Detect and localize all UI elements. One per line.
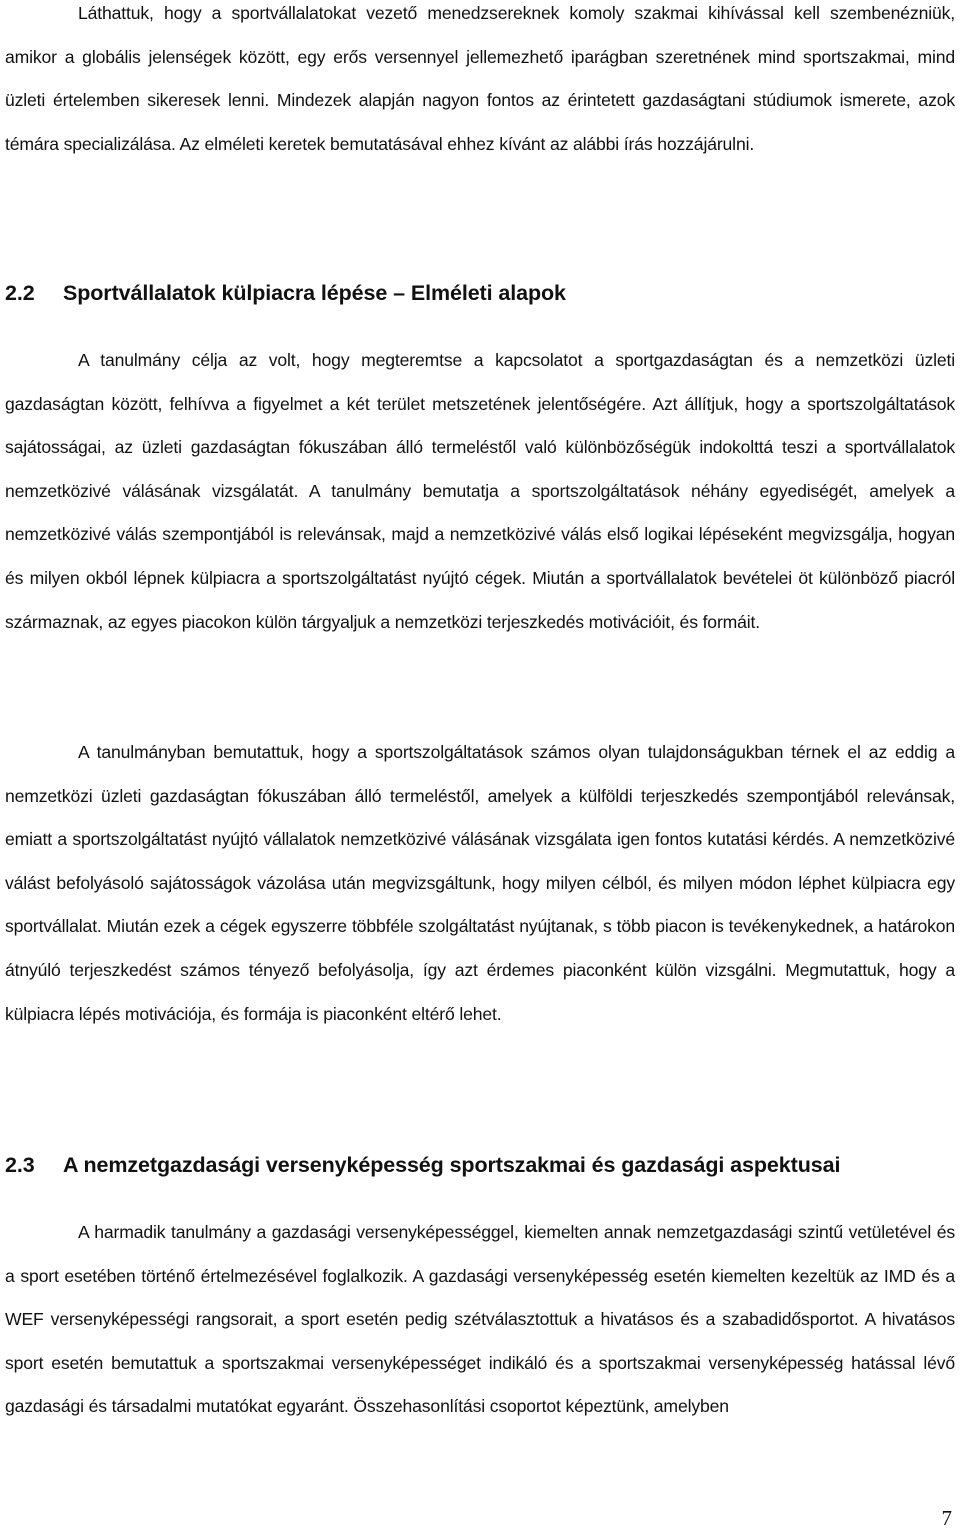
section-heading-2-2: [5, 278, 955, 308]
section-heading-2-3: [5, 1150, 955, 1180]
paragraph-study-aim: A tanulmány célja az volt, hogy megteremtse a kapcsolatot a sportgazdaságtan és a nemzetközi üzleti gazdaságtan között, felhívva a figyelmet a két terület metszetének jelentőségére. Azt állítjuk, hogy a sportszolgáltatások sajátosságai, az üzleti gazdaságtan fókuszában álló termeléstől való különbözőségük indokolttá teszi a sportvállalatok nemzetközivé válásának vizsgálatát. A tanulmány bemutatja a sportszolgáltatások néhány egyediségét, amelyek a nemzetközivé válás szempontjából is relevánsak, majd a nemzetközivé válás első logikai lépéseként megvizsgálja, hogyan és milyen okból lépnek külpiacra a sportszolgáltatást nyújtó cégek. Miután a sportvállalatok bevételei öt különböző piacról származnak, az egyes piacokon külön tárgyaljuk a nemzetközi terjeszkedés motivációit, és formáit.: [5, 350, 955, 632]
paragraph-competitiveness: A harmadik tanulmány a gazdasági versenyképességgel, kiemelten annak nemzetgazdasági szintű vetületével és a sport esetében történő értelmezésével foglalkozik. A gazdasági versenyképesség esetén kiemelten kezeltük az IMD és a WEF versenyképességi rangsorait, a sport esetén pedig szétválasztottuk a hivatásos és a szabadidősportot. A hivatásos sport esetén bemutattuk a sportszakmai versenyképességet indikáló és a sportszakmai versenyképesség hatással lévő gazdasági és társadalmi mutatókat egyaránt. Összehasonlítási csoportot képeztünk, amelyben: [5, 1222, 955, 1417]
paragraph-intro-conclusion: Láthattuk, hogy a sportvállalatokat vezető menedzsereknek komoly szakmai kihívással kell szembenézniük, amikor a globális jelenségek között, egy erős versennyel jellemezhető iparágban szeretnének mind sportszakmai, mind üzleti értelemben sikeresek lenni. Mindezek alapján nagyon fontos az érintetett gazdaságtani stúdiumok ismerete, azok témára specializálása. Az elméleti keretek bemutatásával ehhez kívánt az alábbi írás hozzájárulni.: [5, 3, 955, 154]
page-number: 7: [941, 1506, 952, 1530]
section-number: 2.3: [5, 1153, 35, 1177]
section-title: A nemzetgazdasági versenyképesség sportszakmai és gazdasági aspektusai: [63, 1153, 841, 1177]
paragraph-study-findings: A tanulmányban bemutattuk, hogy a sportszolgáltatások számos olyan tulajdonságukban térnek el az eddig a nemzetközi üzleti gazdaságtan fókuszában álló termeléstől, amelyek a külföldi terjeszkedés szempontjából relevánsak, emiatt a sportszolgáltatást nyújtó vállalatok nemzetközivé válásának vizsgálata igen fontos kutatási kérdés. A nemzetközivé válást befolyásoló sajátosságok vázolása után megvizsgáltunk, hogy milyen célból, és milyen módon léphet külpiacra egy sportvállalat. Miután ezek a cégek egyszerre többféle szolgáltatást nyújtanak, s több piacon is tevékenykednek, a határokon átnyúló terjeszkedést számos tényező befolyásolja, így azt érdemes piaconként külön vizsgálni. Megmutattuk, hogy a külpiacra lépés motivációja, és formája is piaconként eltérő lehet.: [5, 742, 955, 1024]
section-title: Sportvállalatok külpiacra lépése – Elméleti alapok: [63, 281, 566, 305]
section-number: 2.2: [5, 281, 35, 305]
